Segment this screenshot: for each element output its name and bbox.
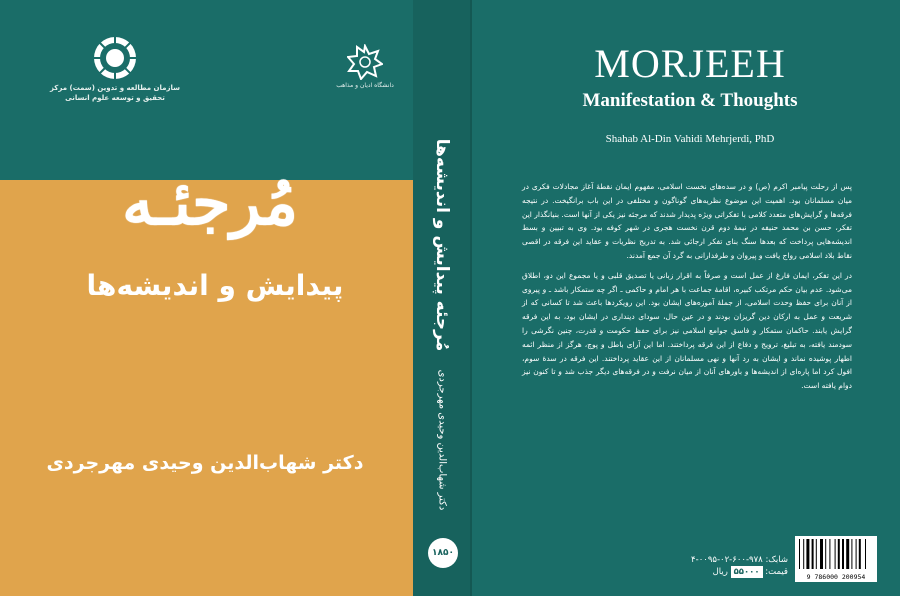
price-label: قیمت:	[765, 567, 788, 577]
publisher-logo	[40, 36, 190, 103]
university-logo	[320, 44, 410, 90]
series-number-badge: ۱۸۵۰	[428, 538, 458, 568]
spine-divider	[470, 0, 472, 596]
author-en: Shahab Al-Din Vahidi Mehrjerdi, PhD	[605, 133, 775, 145]
subtitle-en: Manifestation & Thoughts	[582, 90, 798, 111]
spine-title: مُرجئه پیدایش و اندیشه‌ها	[432, 138, 452, 352]
isbn-line	[648, 554, 788, 566]
price-value: ۵۵۰۰۰	[731, 566, 763, 578]
barcode-icon	[795, 536, 877, 574]
barcode-number: 9 786000 200954	[806, 573, 866, 581]
orange-panel	[0, 180, 413, 596]
spine-author: دکتر شهاب‌الدین وحیدی مهرجردی	[436, 369, 448, 511]
star-emblem-icon	[347, 44, 383, 80]
price-line	[648, 566, 788, 578]
blurb	[522, 180, 852, 399]
price-unit: ریال	[712, 567, 728, 577]
subtitle-fa: پیدایش و اندیشه‌ها	[86, 269, 344, 302]
spine-title-wrap	[418, 120, 466, 370]
barcode	[795, 536, 877, 582]
blurb-paragraph-1: پس از رحلت پیامبر اکرم (ص) و در سده‌های نخست اسلامی، مفهوم ایمان نقطهٔ آغاز مجادلات فکری در میان مسلمانان بود. اهمیت این موضوع نظریه‌های گوناگون و مختلفی در این باب برانگیخت. در نتیجه فرقه‌ها و گرایش‌های متعدد کلامی با تفکراتی ویژه پدیدار شدند که مرجئه نیز یکی از آنها است. بنیانگذار این تفکر، حسن بن محمد حنیفه در نیمهٔ دوم قرن نخست هجری در شهر کوفه بود. وی به تبیین و بسط اندیشه‌هایی پرداخت که بعدها سنگ بنای تفکر ارجائی شد. به تدریج نظریات و عقاید این فرقه در اقصی نقاط بلاد اسلامی رواج یافت و پیروان و طرفدارانی به گرد آن جمع آمدند.	[522, 182, 852, 260]
blurb-paragraph-2: در این تفکر، ایمان فارغ از عمل است و صرفاً به اقرار زبانی یا تصدیق قلبی و یا مجموع این دو، اطلاق می‌شود. عدم بیان حکم مرتکب کبیره، اقامهٔ جماعت با هر امام و حاکمی ـ اگر چه ستمکار باشد ـ و پیروی از آنان برای حفظ وحدت اسلامی، از جملهٔ آموزه‌های ایشان بود. این رویکردها باعث شد تا کسانی که از شریعت و عمل به ارکان دین گریزان بودند و در عین حال، سودای دینداری در ایشان بود، به این فرقه گرایش یابند. حاکمان ستمکار و فاسق جوامع اسلامی نیز برای حفظ حکومت و قدرت، چنین نگرشی را سودمند یافته، به تبلیغ، ترویج و دفاع از این فرقه پرداختند. اما این آرای باطل و پوچ، هرگز از منظر ائمه اطهار پوشیده نماند و ایشان به رد آنها و نهی مسلمانان از این عقاید پرداختند. این فرقه در سدهٔ سوم، افول کرد اما پاره‌ای از اندیشه‌ها و باورهای آنان از میان نرفت و در فرقه‌های دیگر جذب شد و تا کنون نیز دوام یافته است.	[522, 270, 852, 391]
university-caption: دانشگاه ادیان و مذاهب	[336, 82, 394, 89]
isbn-price-block	[648, 554, 788, 578]
author-fa: دکتر شهاب‌الدین وحیدی مهرجردی	[46, 452, 364, 474]
spine-author-wrap	[418, 360, 466, 520]
isbn-label: شابک:	[765, 555, 788, 565]
samt-logo-icon	[93, 36, 137, 80]
publisher-caption: سازمان مطالعه و تدوین (سمت) مرکز تحقیق و توسعه علوم انسانی	[49, 84, 181, 102]
isbn-value: ۹۷۸-۶۰۰-۰۲-۰۰۹۵-۴	[691, 555, 763, 565]
title-fa: مُرجئـه	[122, 166, 298, 239]
title-en: MORJEEH	[594, 41, 786, 86]
